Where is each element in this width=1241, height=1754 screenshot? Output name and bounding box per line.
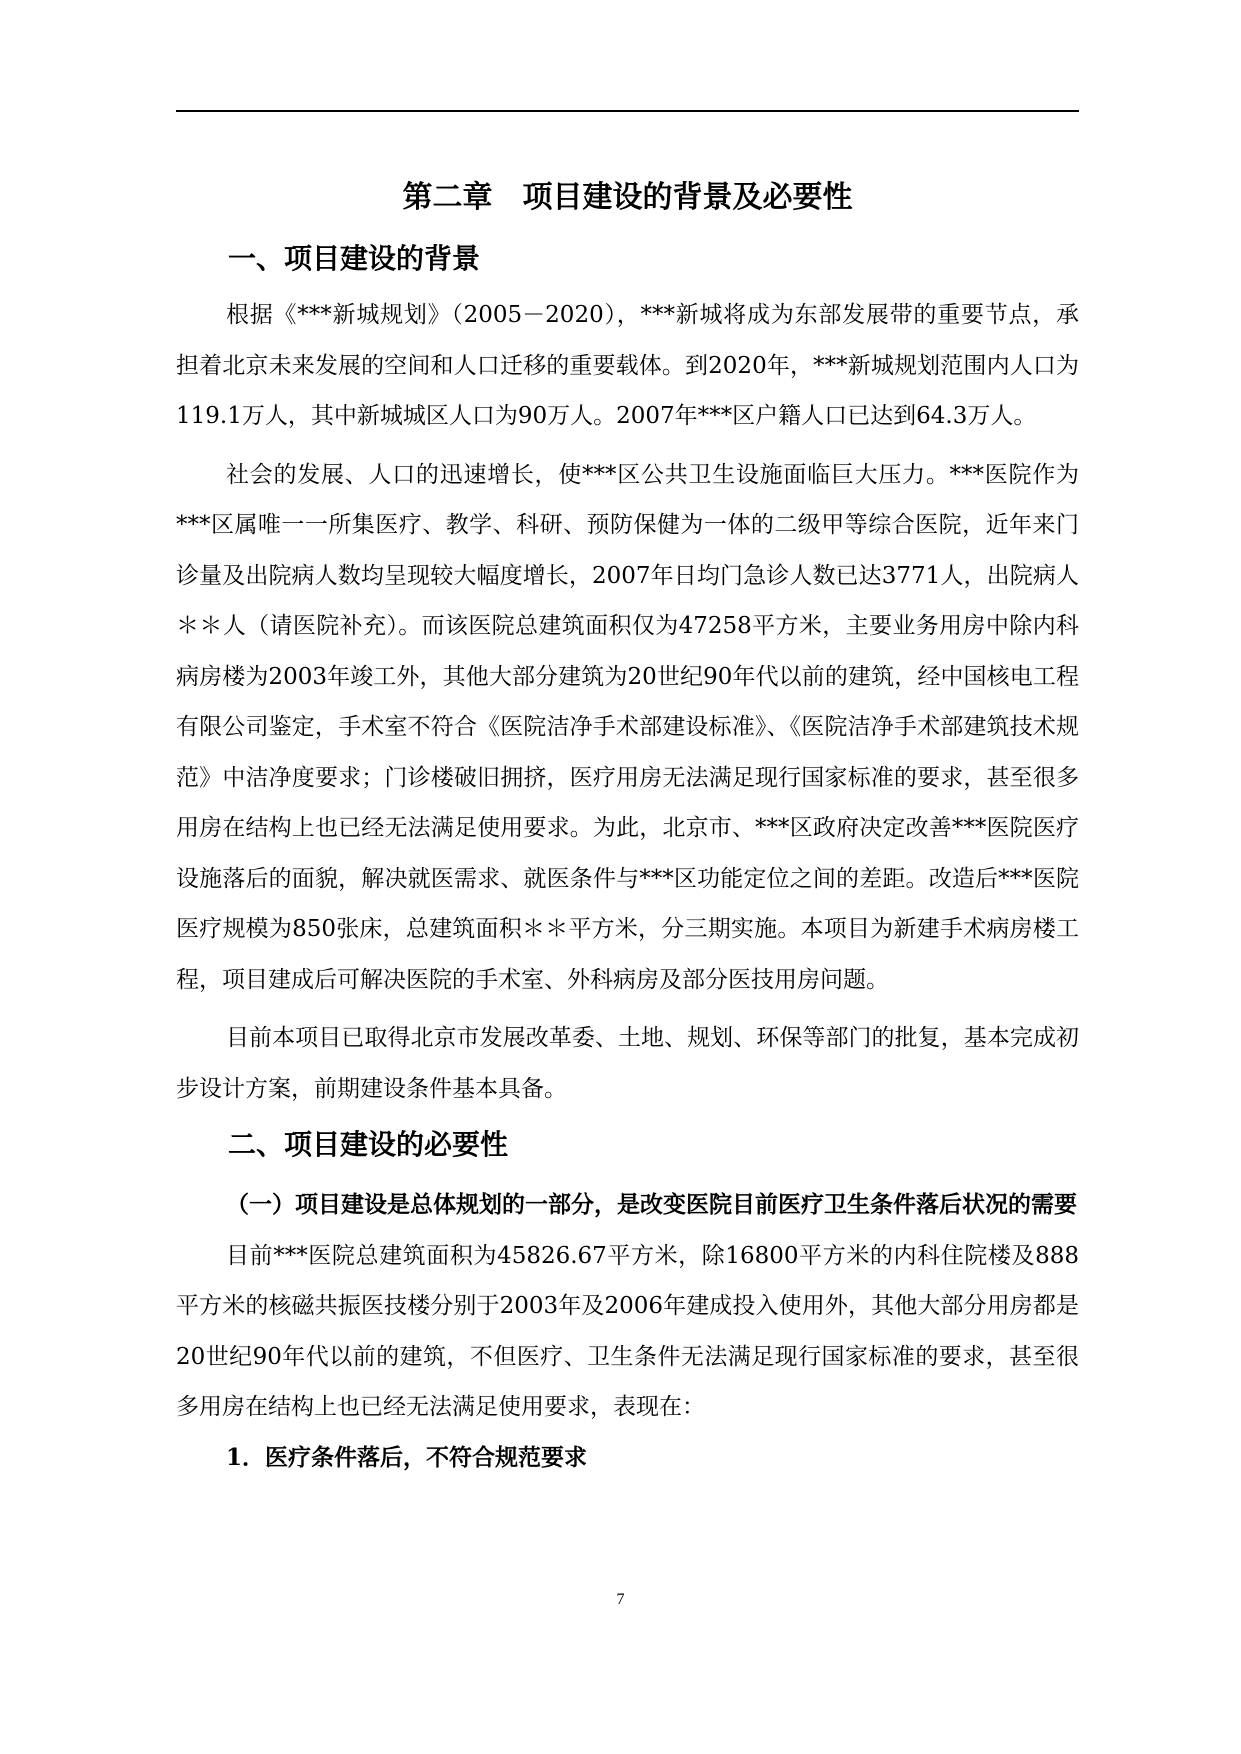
section-heading-necessity: 二、项目建设的必要性: [228, 1128, 509, 1161]
chapter-title: 第二章 项目建设的背景及必要性: [402, 180, 853, 215]
header-rule: [176, 110, 1079, 112]
item-heading: 1．医疗条件落后，不符合规范要求: [226, 1443, 588, 1471]
section-heading-background: 一、项目建设的背景: [228, 242, 481, 275]
subsection-heading: （一）项目建设是总体规划的一部分，是改变医院目前医疗卫生条件落后状况的需要: [226, 1191, 1077, 1218]
paragraph: 目前本项目已取得北京市发展改革委、土地、规划、环保等部门的批复，基本完成初步设计方案，前期建设条件基本具备。: [176, 1025, 1079, 1102]
paragraph: 社会的发展、人口的迅速增长，使***区公共卫生设施面临巨大压力。***医院作为***区属唯一一所集医疗、教学、科研、预防保健为一体的二级甲等综合医院，近年来门诊量及出院病人数均呈现较大幅度增长，2007年日均门急诊人数已达3771人，出院病人＊＊人（请医院补充）。而该医院总建筑面积仅为47258平方米，主要业务用房中除内科病房楼为2003年竣工外，其他大部分建筑为20世纪90年代以前的建筑，经中国核电工程有限公司鉴定，手术室不符合《医院洁净手术部建设标准》、《医院洁净手术部建筑技术规范》中洁净度要求；门诊楼破旧拥挤，医疗用房无法满足现行国家标准的要求，甚至很多用房在结构上也已经无法满足使用要求。为此，北京市、***区政府决定改善***医院医疗设施落后的面貌，解决就医需求、就医条件与***区功能定位之间的差距。改造后***医院医疗规模为850张床，总建筑面积＊＊平方米，分三期实施。本项目为新建手术病房楼工程，项目建成后可解决医院的手术室、外科病房及部分医技用房问题。: [176, 461, 1079, 993]
document-body: [176, 168, 1079, 1483]
paragraph: 目前***医院总建筑面积为45826.67平方米，除16800平方米的内科住院楼及888平方米的核磁共振医技楼分别于2003年及2006年建成投入使用外，其他大部分用房都是20世纪90年代以前的建筑，不但医疗、卫生条件无法满足现行国家标准的要求，甚至很多用房在结构上也已经无法满足使用要求，表现在：: [176, 1242, 1079, 1420]
page-number: 7: [616, 1591, 625, 1608]
paragraph: 根据《***新城规划》（2005－2020），***新城将成为东部发展带的重要节点，承担着北京未来发展的空间和人口迁移的重要载体。到2020年，***新城规划范围内人口为119.1万人，其中新城城区人口为90万人。2007年***区户籍人口已达到64.3万人。: [176, 302, 1079, 429]
